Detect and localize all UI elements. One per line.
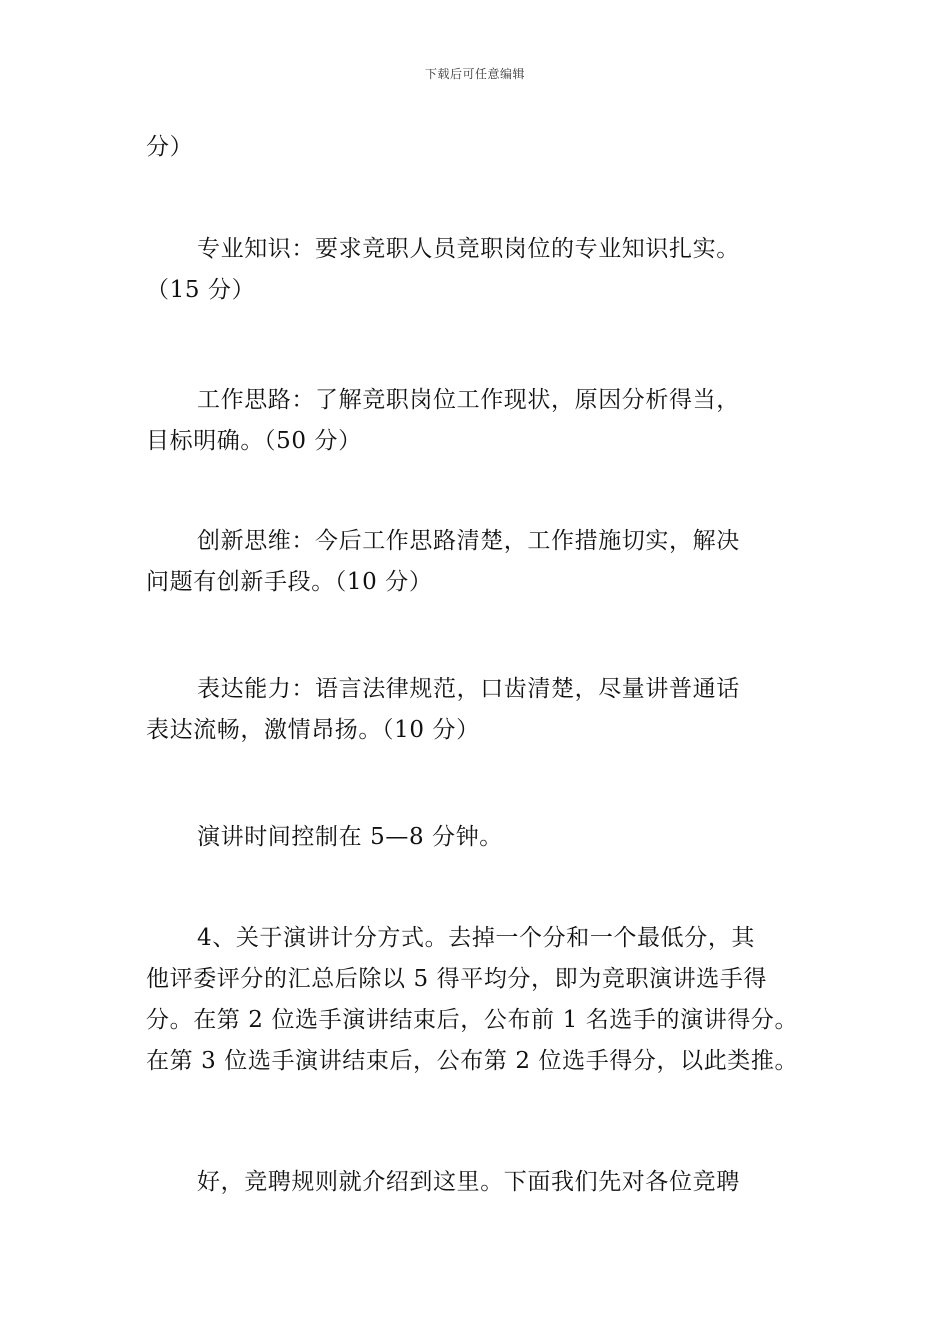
paragraph-line: 演讲时间控制在 5—8 分钟。 <box>197 824 503 850</box>
paragraph-expression-ability <box>146 669 816 751</box>
paragraph-professional-knowledge <box>146 229 816 311</box>
paragraph-line: 分。在第 2 位选手演讲结束后，公布前 1 名选手的演讲得分。 <box>146 1007 799 1033</box>
paragraph-line: 创新思维：今后工作思路清楚，工作措施切实，解决 <box>197 528 740 554</box>
paragraph-speech-time <box>146 817 816 858</box>
paragraph-closing <box>146 1162 816 1203</box>
paragraph-continuation <box>146 127 816 168</box>
paragraph-line: 分） <box>146 134 194 160</box>
paragraph-scoring-method <box>146 918 816 1082</box>
page-header: 下载后可任意编辑 <box>424 67 525 81</box>
paragraph-line: （15 分） <box>146 277 256 303</box>
paragraph-line: 目标明确。（50 分） <box>146 428 362 454</box>
paragraph-line: 问题有创新手段。（10 分） <box>146 569 433 595</box>
paragraph-work-ideas <box>146 380 816 462</box>
paragraph-line: 好，竞聘规则就介绍到这里。下面我们先对各位竞聘 <box>197 1169 740 1195</box>
paragraph-line: 表达流畅，激情昂扬。（10 分） <box>146 717 480 743</box>
paragraph-line: 在第 3 位选手演讲结束后，公布第 2 位选手得分，以此类推。 <box>146 1048 799 1074</box>
paragraph-line: 专业知识：要求竞职人员竞职岗位的专业知识扎实。 <box>197 236 740 262</box>
paragraph-innovative-thinking <box>146 521 816 603</box>
paragraph-line: 4、关于演讲计分方式。去掉一个分和一个最低分，其 <box>197 925 756 951</box>
paragraph-line: 他评委评分的汇总后除以 5 得平均分，即为竞职演讲选手得 <box>146 966 768 992</box>
paragraph-line: 工作思路：了解竞职岗位工作现状，原因分析得当， <box>197 387 740 413</box>
paragraph-line: 表达能力：语言法律规范，口齿清楚，尽量讲普通话 <box>197 676 740 702</box>
